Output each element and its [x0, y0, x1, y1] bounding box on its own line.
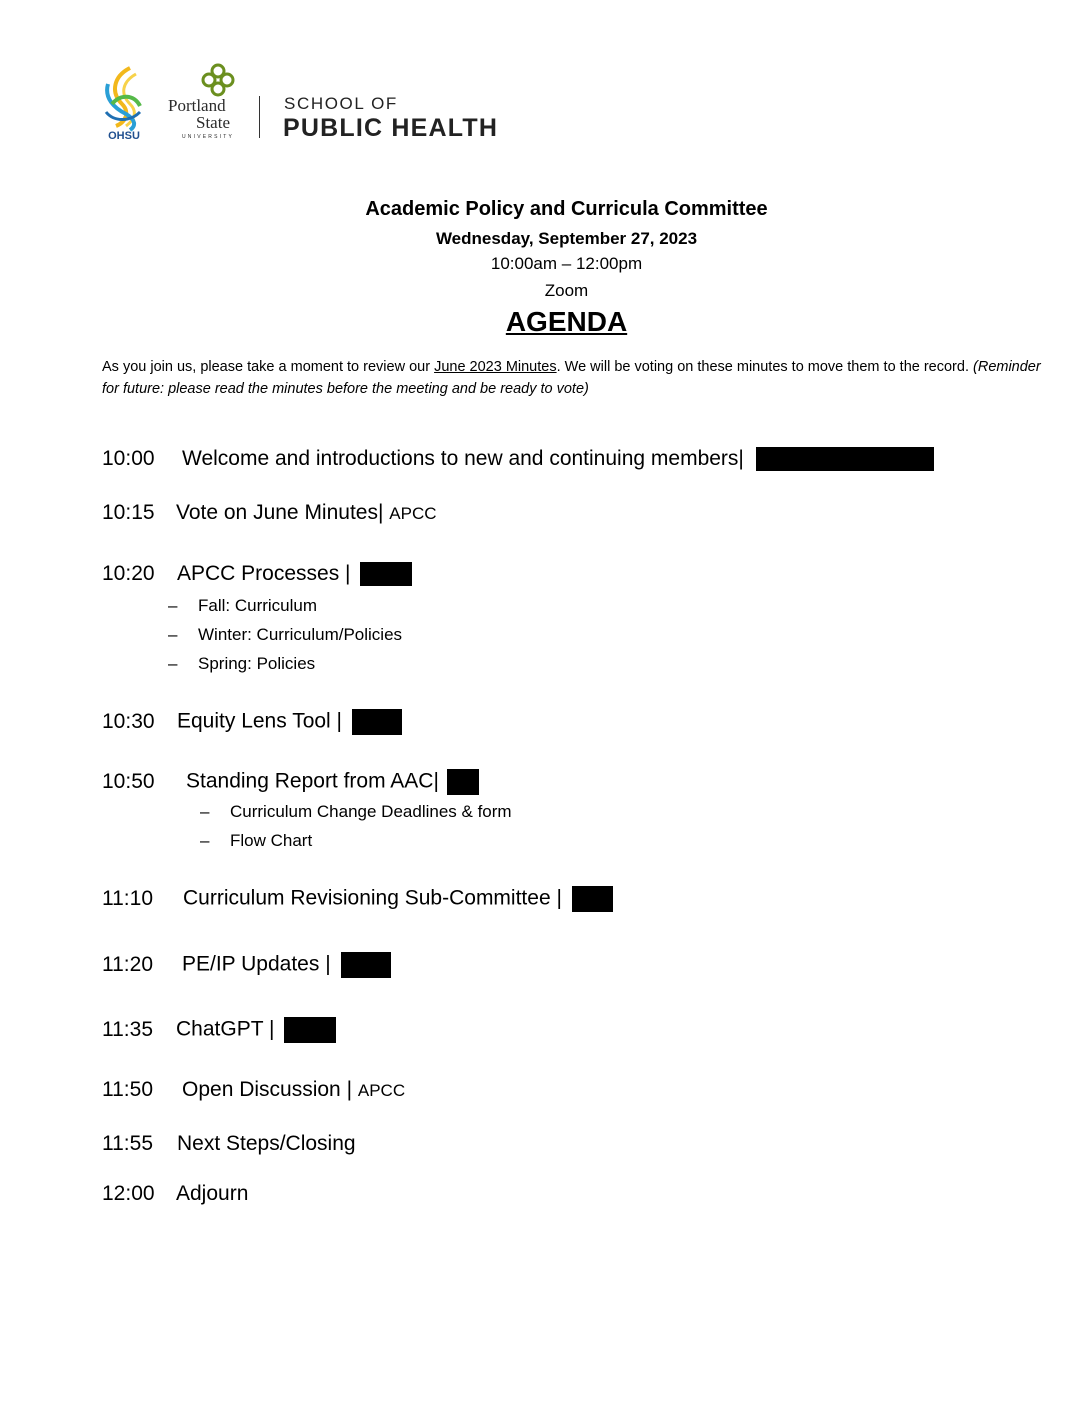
redacted-presenter — [360, 562, 412, 586]
agenda-time: 11:50 — [102, 1078, 153, 1101]
sub-item — [168, 596, 317, 616]
meeting-time: 10:00am – 12:00pm — [490, 254, 643, 273]
svg-text:OHSU: OHSU — [108, 130, 140, 142]
agenda-topic: Welcome and introductions to new and continuing members| — [182, 447, 744, 470]
sub-item-label: Fall: Curriculum — [198, 596, 318, 615]
agenda-time: 10:15 — [102, 501, 155, 524]
agenda-time: 10:50 — [102, 769, 155, 793]
agenda-item-1150 — [102, 1078, 405, 1102]
agenda-item-1000 — [102, 447, 934, 471]
agenda-topic: Curriculum Revisioning Sub-Committee | — [183, 886, 562, 910]
agenda-owner: APCC — [389, 504, 437, 523]
sub-item-label: Spring: Policies — [198, 654, 316, 673]
redacted-presenter — [284, 1017, 336, 1043]
dash-bullet: – — [168, 596, 178, 615]
agenda-topic: Equity Lens Tool | — [177, 709, 343, 733]
agenda-item-1135 — [102, 1017, 336, 1043]
intro-text-before: As you join us, please take a moment to review our — [102, 359, 435, 375]
agenda-topic: APCC Processes | — [177, 562, 351, 585]
intro-reminder: (Reminder for future: please read the minutes before the meeting and be ready to vote) — [102, 359, 1041, 397]
agenda-time: 11:20 — [102, 952, 153, 976]
sub-item-label: Curriculum Change Deadlines & form — [230, 802, 512, 821]
psu-line2: State — [196, 113, 230, 132]
agenda-time: 10:00 — [102, 447, 155, 470]
agenda-item-1155 — [102, 1132, 356, 1156]
agenda-topic: Adjourn — [176, 1182, 249, 1205]
agenda-topic: Open Discussion | — [182, 1078, 353, 1101]
logo-divider — [259, 96, 260, 138]
intro-paragraph — [102, 356, 1042, 400]
agenda-time: 11:10 — [102, 886, 153, 910]
dash-bullet: – — [168, 654, 178, 673]
sub-item — [168, 625, 402, 645]
redacted-presenter — [756, 447, 934, 471]
school-of-label: SCHOOL OF — [284, 94, 398, 113]
psu-line1: Portland — [168, 96, 226, 115]
sub-item — [200, 831, 312, 851]
sub-item — [168, 654, 315, 674]
agenda-time: 11:55 — [102, 1132, 153, 1155]
agenda-item-1110 — [102, 886, 613, 912]
agenda-time: 10:30 — [102, 709, 155, 733]
agenda-item-1020 — [102, 562, 412, 586]
intro-text-after: . We will be voting on these minutes to move them to the record. — [556, 359, 974, 375]
psu-line3: UNIVERSITY — [182, 134, 235, 140]
agenda-item-1050 — [102, 769, 479, 795]
psu-mark-icon — [200, 62, 236, 98]
agenda-item-1015 — [102, 501, 437, 525]
agenda-topic: Standing Report from AAC| — [186, 769, 439, 793]
ohsu-logo-icon — [100, 64, 148, 142]
sub-item-label: Flow Chart — [230, 831, 313, 850]
agenda-topic: Next Steps/Closing — [177, 1132, 356, 1155]
sub-item-label: Winter: Curriculum/Policies — [198, 625, 403, 644]
agenda-heading: AGENDA — [505, 306, 628, 337]
meeting-location: Zoom — [544, 281, 589, 300]
agenda-item-1120 — [102, 952, 391, 978]
agenda-item-1030 — [102, 709, 402, 735]
agenda-topic: Vote on June Minutes| — [176, 501, 384, 524]
dash-bullet: – — [200, 831, 210, 850]
agenda-time: 11:35 — [102, 1017, 153, 1041]
agenda-time: 12:00 — [102, 1182, 155, 1205]
sub-item — [200, 802, 512, 822]
dash-bullet: – — [200, 802, 210, 821]
agenda-time: 10:20 — [102, 562, 155, 585]
redacted-presenter — [341, 952, 391, 978]
agenda-topic: ChatGPT | — [176, 1017, 275, 1041]
agenda-owner: APCC — [357, 1081, 406, 1100]
committee-title: Academic Policy and Curricula Committee — [365, 198, 768, 220]
redacted-presenter — [352, 709, 402, 735]
agenda-topic: PE/IP Updates | — [182, 952, 331, 976]
redacted-presenter — [447, 769, 479, 795]
dash-bullet: – — [168, 625, 178, 644]
agenda-item-1200 — [102, 1182, 248, 1206]
redacted-presenter — [572, 886, 613, 912]
meeting-date: Wednesday, September 27, 2023 — [435, 229, 698, 248]
public-health-label: PUBLIC HEALTH — [283, 114, 499, 142]
june-minutes-link[interactable]: June 2023 Minutes — [434, 359, 557, 375]
